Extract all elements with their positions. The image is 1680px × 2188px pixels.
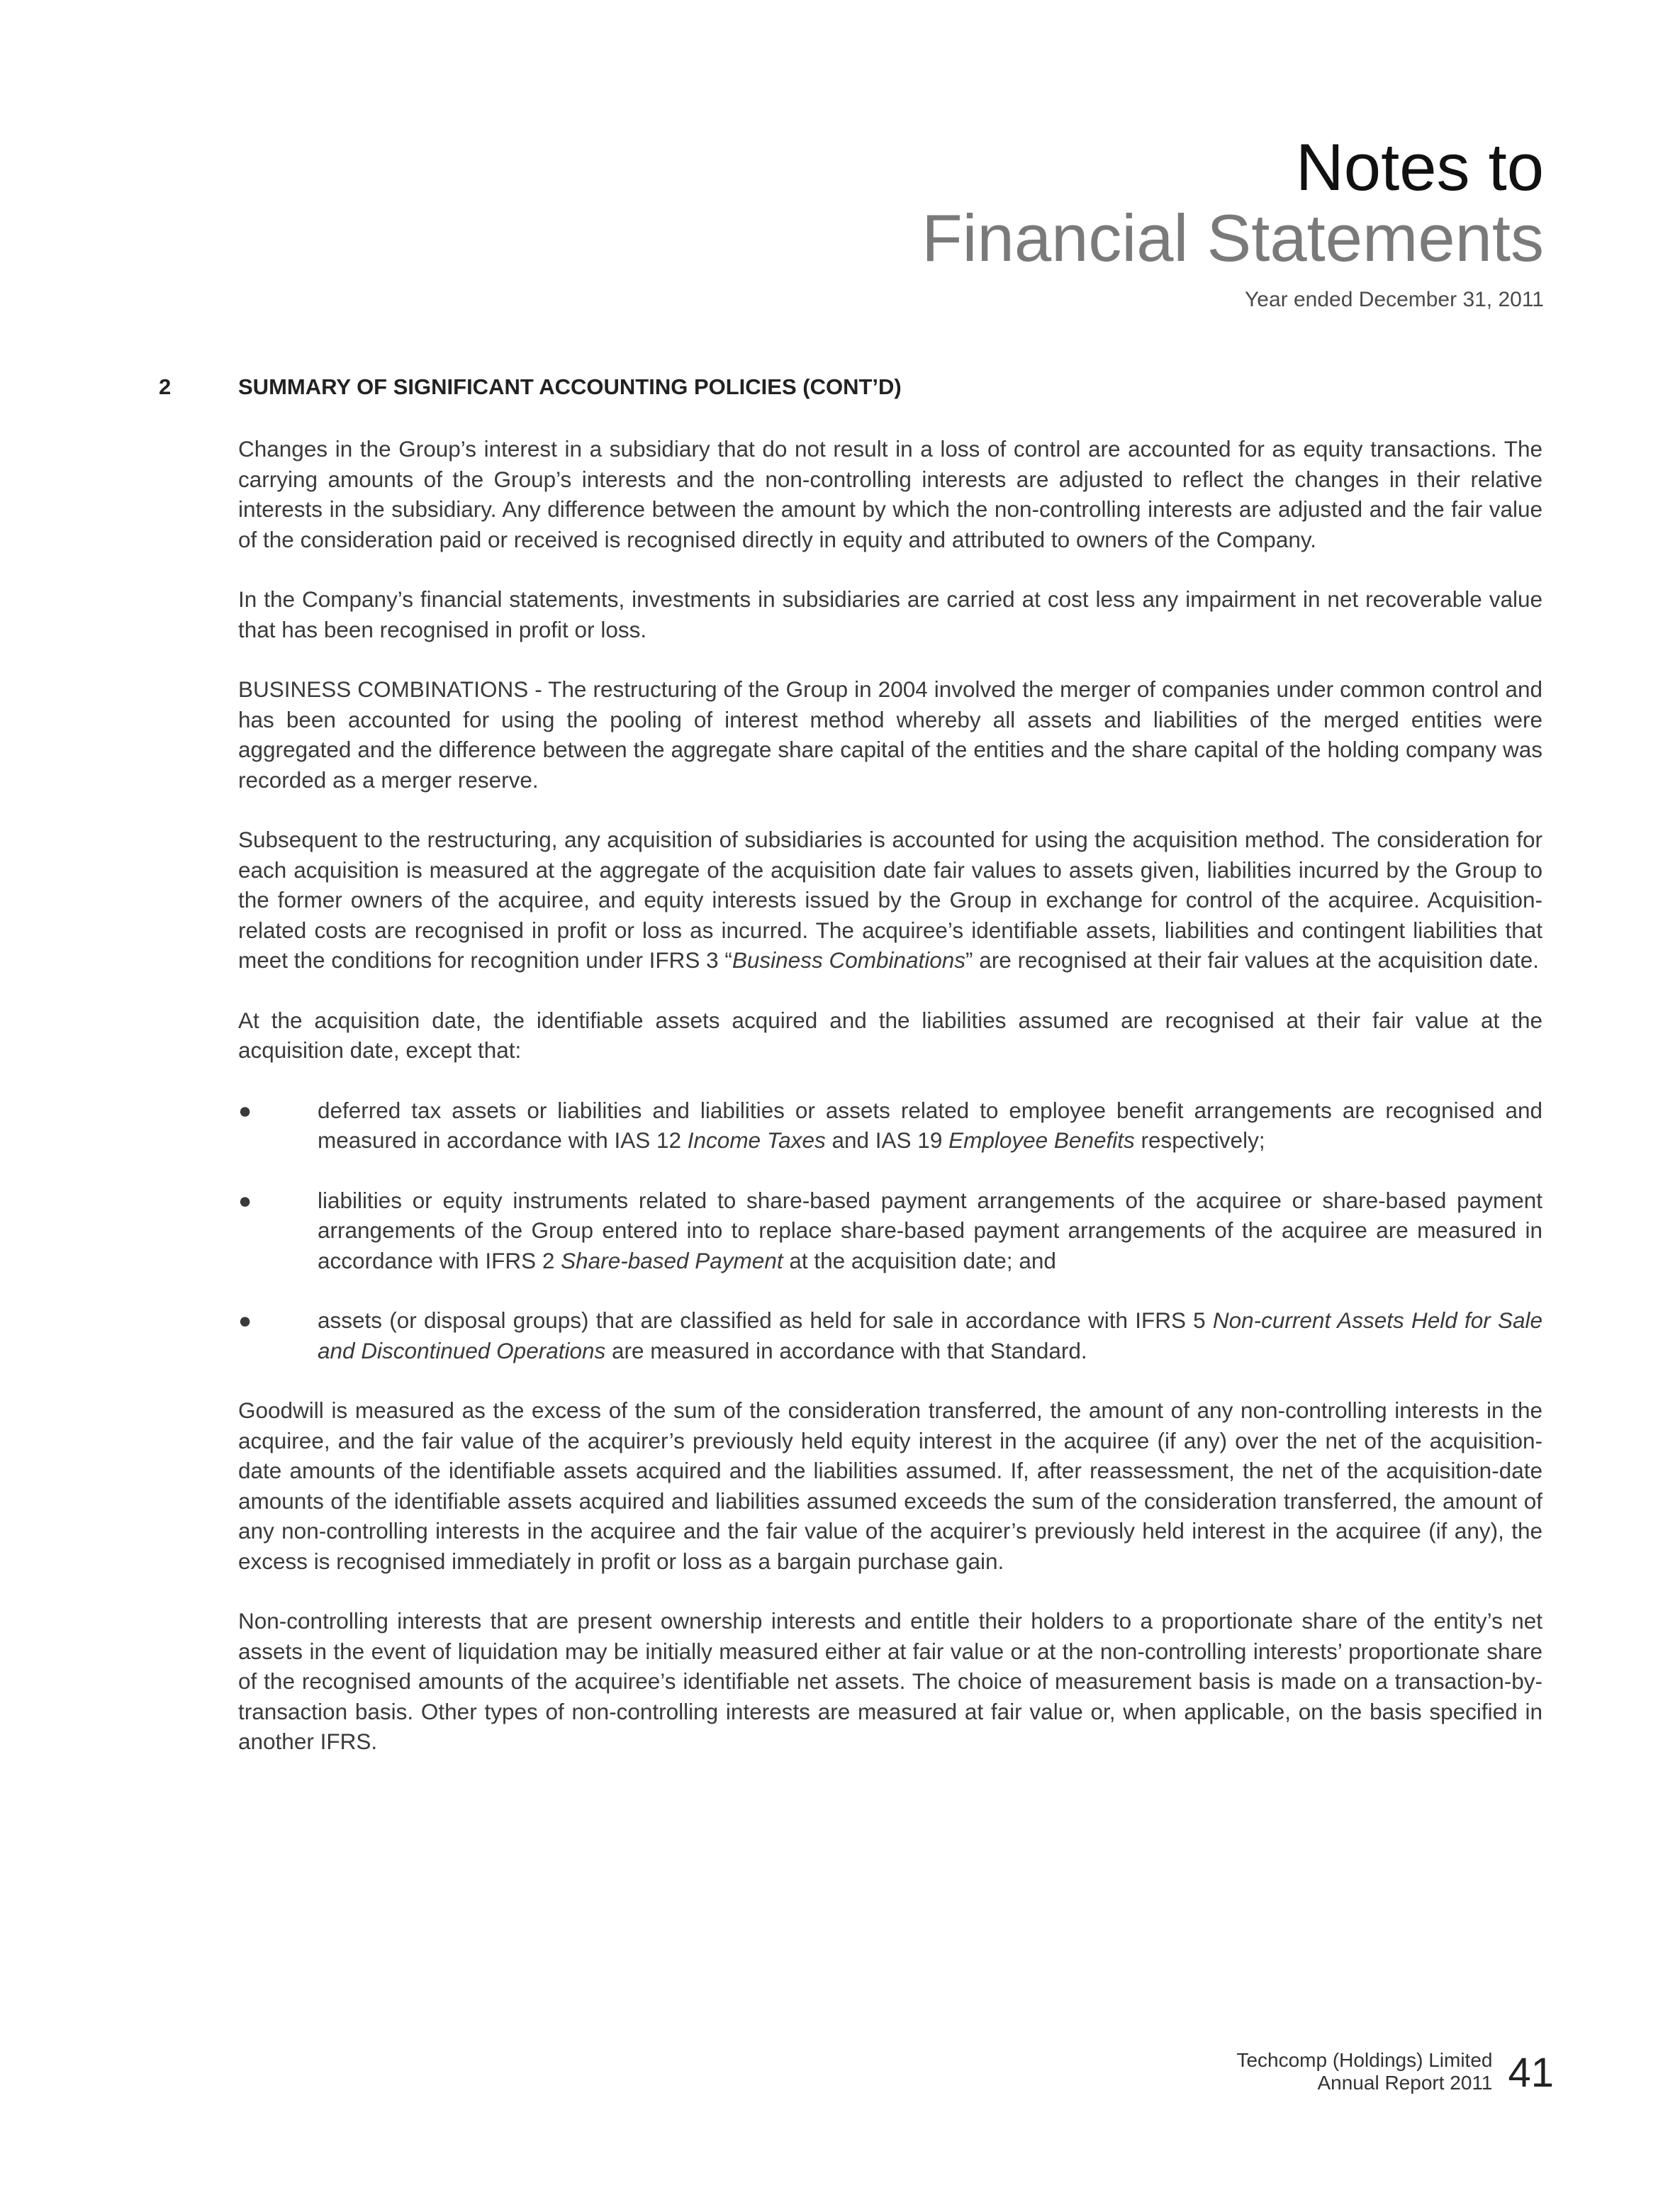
- bullet-item-1: [238, 1095, 1542, 1156]
- bullet-icon: ●: [238, 1307, 252, 1333]
- page-title-line2: Financial Statements: [922, 201, 1544, 275]
- bullet-text-part: and IAS 19: [825, 1127, 949, 1153]
- bullet-text-part: respectively;: [1134, 1127, 1265, 1153]
- page-title-line1: Notes to: [1295, 130, 1544, 204]
- paragraph-5: At the acquisition date, the identifiable assets acquired and the liabilities assumed are recognised at their fair value at the acquisition date, except that:: [238, 1007, 1542, 1063]
- paragraph-4-text-a: Subsequent to the restructuring, any acquisition of subsidiaries is accounted for using the acquisition method. The consideration for each acquisition is measured at the aggregate of the acquisition date fair values to assets given, liabilities incurred by the Group to the former owners of the acquiree, and equity interests issued by the Group in exchange for control of the acquiree. Acquisition-related costs are recognised in profit or loss as incurred. The acquiree’s identifiable assets, liabilities and contingent liabilities that meet the conditions for recognition under IFRS 3 “: [238, 827, 1542, 973]
- page-subtitle: Year ended December 31, 2011: [1245, 288, 1544, 311]
- bullet-italic: Employee Benefits: [948, 1127, 1135, 1153]
- bullet-text: [318, 1095, 1542, 1156]
- bullet-text: [318, 1305, 1542, 1366]
- paragraph-3: BUSINESS COMBINATIONS - The restructuring of the Group in 2004 involved the merger of companies under common control and has been accounted for using the pooling of interest method whereby all assets and liabilities of the merged entities were aggregated and the difference between the aggregate share capital of the entities and the share capital of the holding company was recorded as a merger reserve.: [238, 676, 1542, 793]
- bullet-item-3: [238, 1305, 1542, 1366]
- paragraph-4: [238, 825, 1542, 976]
- page-footer: [1236, 2049, 1554, 2094]
- bullet-italic: Share-based Payment: [561, 1247, 783, 1273]
- bullet-text-part: deferred tax assets or liabilities and liabilities or assets related to employee benefit arrangements are recognised and measured in accordance with IAS 12: [318, 1097, 1542, 1153]
- bullet-item-2: [238, 1185, 1542, 1276]
- page-header: [922, 132, 1544, 312]
- bullet-text-part: liabilities or equity instruments related to share-based payment arrangements of the acquiree or share-based payment arrangements of the Group entered into to replace share-based payment arrangements of the acquiree are measured in accordance with IFRS 2: [318, 1187, 1542, 1273]
- bullet-text-part: are measured in accordance with that Standard.: [605, 1337, 1087, 1363]
- page-number: 41: [1508, 2050, 1554, 2096]
- paragraph-4-text-b: ” are recognised at their fair values at the acquisition date.: [965, 947, 1540, 973]
- bullet-icon: ●: [238, 1097, 252, 1123]
- footer-text: [1236, 2049, 1492, 2094]
- footer-company: Techcomp (Holdings) Limited: [1236, 2049, 1493, 2071]
- body-text: [238, 434, 1542, 1787]
- bullet-text: [318, 1185, 1542, 1276]
- bullet-italic: Income Taxes: [687, 1127, 826, 1153]
- paragraph-2: In the Company’s financial statements, investments in subsidiaries are carried at cost less any impairment in net recoverable value that has been recognised in profit or loss.: [238, 586, 1542, 642]
- paragraph-6: Goodwill is measured as the excess of the sum of the consideration transferred, the amount of any non-controlling interests in the acquiree, and the fair value of the acquirer’s previously held equity interest in the acquiree (if any) over the net of the acquisition-date amounts of the identifiable assets acquired and the liabilities assumed. If, after reassessment, the net of the acquisition-date amounts of the identifiable assets acquired and liabilities assumed exceeds the sum of the consideration transferred, the amount of any non-controlling interests in the acquiree and the fair value of the acquirer’s previously held interest in the acquiree (if any), the excess is recognised immediately in profit or loss as a bargain purchase gain.: [238, 1397, 1542, 1574]
- bullet-text-part: assets (or disposal groups) that are classified as held for sale in accordance with IFRS 5: [318, 1307, 1213, 1333]
- paragraph-1: Changes in the Group’s interest in a subsidiary that do not result in a loss of control are accounted for as equity transactions. The carrying amounts of the Group’s interests and the non-controlling interests are adjusted to reflect the changes in their relative interests in the subsidiary. Any difference between the amount by which the non-controlling interests are adjusted and the fair value of the consideration paid or received is recognised directly in equity and attributed to owners of the Company.: [238, 436, 1542, 552]
- bullet-italic: Non-current Assets Held for Sale and Discontinued Operations: [318, 1307, 1542, 1363]
- footer-report: Annual Report 2011: [1317, 2072, 1493, 2094]
- bullet-icon: ●: [238, 1187, 252, 1213]
- paragraph-4-italic: Business Combinations: [732, 947, 966, 973]
- section-title: SUMMARY OF SIGNIFICANT ACCOUNTING POLICIES (CONT’D): [238, 374, 902, 399]
- paragraph-7: Non-controlling interests that are present ownership interests and entitle their holders to a proportionate share of the entity’s net assets in the event of liquidation may be initially measured either at fair value or at the non-controlling interests’ proportionate share of the recognised amounts of the acquiree’s identifiable net assets. The choice of measurement basis is made on a transaction-by-transaction basis. Other types of non-controlling interests are measured at fair value or, when applicable, on the basis specified in another IFRS.: [238, 1608, 1542, 1754]
- section-number: 2: [159, 374, 172, 399]
- bullet-text-part: at the acquisition date; and: [783, 1247, 1056, 1273]
